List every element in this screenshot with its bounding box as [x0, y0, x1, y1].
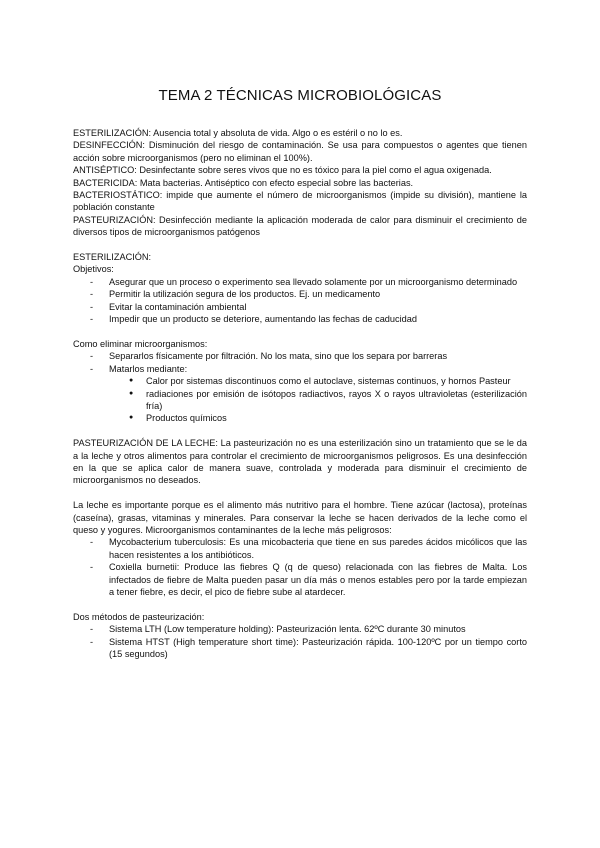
sublist-item: ● radiaciones por emisión de isótopos radiactivos, rayos X o rayos ultravioletas (esterilización fría) — [109, 388, 527, 413]
section-heading: Dos métodos de pasteurización: — [73, 611, 205, 622]
list-item: - Evitar la contaminación ambiental — [73, 301, 527, 313]
sublist-item: ● Calor por sistemas discontinuos como el autoclave, sistemas continuos, y hornos Pasteur — [109, 375, 527, 387]
eliminar-list — [73, 350, 527, 424]
list-item — [73, 363, 527, 425]
objetivos-label: Objetivos: — [73, 264, 114, 275]
definitions-block — [73, 127, 527, 239]
list-item: - Coxiella burnetii: Produce las fiebres Q (q de queso) relacionada con las fiebres de Malta. Los infectados de fiebre de Malta pueden pasar un día más o menos estables pero por la tarde empiezan a tener fiebre, es decir, el pico de fiebre sube al atardecer. — [73, 561, 527, 598]
eliminar-section — [73, 338, 527, 425]
list-item: - Sistema LTH (Low temperature holding): Pasteurización lenta. 62ºC durante 30 minutos — [73, 623, 527, 635]
list-item: - Sistema HTST (High temperature short time): Pasteurización rápida. 100-120ºC por un tiempo corto (15 segundos) — [73, 636, 527, 661]
list-item-text: Matarlos mediante: — [109, 363, 188, 374]
definition-bactericida: BACTERICIDA: Mata bacterias. Antiséptico con efecto especial sobre las bacterias. — [73, 177, 414, 188]
definition-esterilizacion: ESTERILIZACIÓN: Ausencia total y absoluta de vida. Algo o es estéril o no lo es. — [73, 128, 403, 138]
list-item: - Asegurar que un proceso o experimento sea llevado solamente por un microorganismo determinado — [73, 276, 527, 288]
metodos-list — [73, 623, 527, 660]
metodos-section — [73, 611, 527, 661]
section-heading: Como eliminar microorganismos: — [73, 338, 208, 349]
leche-section — [73, 499, 527, 598]
definition-desinfeccion: DESINFECCIÓN: Disminución del riesgo de contaminación. Se usa para compuestos o agentes que tienen acción sobre microorganismos (pero no eliminan el 100%). — [73, 140, 527, 163]
definition-antiseptico: ANTISÉPTICO: Desinfectante sobre seres vivos que no es tóxico para la piel como el agua oxigenada. — [73, 165, 492, 176]
page-title: TEMA 2 TÉCNICAS MICROBIOLÓGICAS — [158, 87, 442, 104]
section-heading: ESTERILIZACIÓN: — [73, 252, 152, 263]
sublist-item: ● Productos químicos — [109, 412, 527, 424]
list-item: - Permitir la utilización segura de los productos. Ej. un medicamento — [73, 288, 527, 300]
leche-paragraph: La leche es importante porque es el alimento más nutritivo para el hombre. Tiene azúcar (lactosa), proteínas (caseína), grasas, vitaminas y minerales. Para conservar la leche se hacen derivados de la leche como el queso y yogures. Microorganismos contaminantes de la leche más peligrosos: — [73, 500, 527, 535]
matarlos-sublist — [109, 375, 527, 425]
microorganismos-list — [73, 536, 527, 598]
esterilizacion-section — [73, 251, 527, 325]
definition-bacteriostatico: BACTERIOSTÁTICO: impide que aumente el número de microorganismos (impide su división), mantiene la población constante — [73, 190, 527, 213]
pasteurizacion-leche-paragraph: PASTEURIZACIÓN DE LA LECHE: La pasteurización no es una esterilización sino un tratamiento que se le da a la leche y otros alimentos para controlar el crecimiento de microorganismos peligrosos. Es una desinfección en la que se aplica calor de manera suave, controlada y moderada para disminuir el crecimiento de microorganismos no deseados. — [73, 438, 527, 486]
definition-pasteurizacion: PASTEURIZACIÓN: Desinfección mediante la aplicación moderada de calor para disminuir el crecimiento de diversos tipos de microorganismos patógenos — [73, 214, 527, 238]
list-item: - Mycobacterium tuberculosis: Es una micobacteria que tiene en sus paredes ácidos micólicos que las hacen resistentes a los antibióticos. — [73, 536, 527, 561]
document-body — [73, 127, 527, 660]
list-item: - Impedir que un producto se deteriore, aumentando las fechas de caducidad — [73, 313, 527, 325]
objetivos-list — [73, 276, 527, 326]
list-item: - Separarlos físicamente por filtración. No los mata, sino que los separa por barreras — [73, 350, 527, 362]
